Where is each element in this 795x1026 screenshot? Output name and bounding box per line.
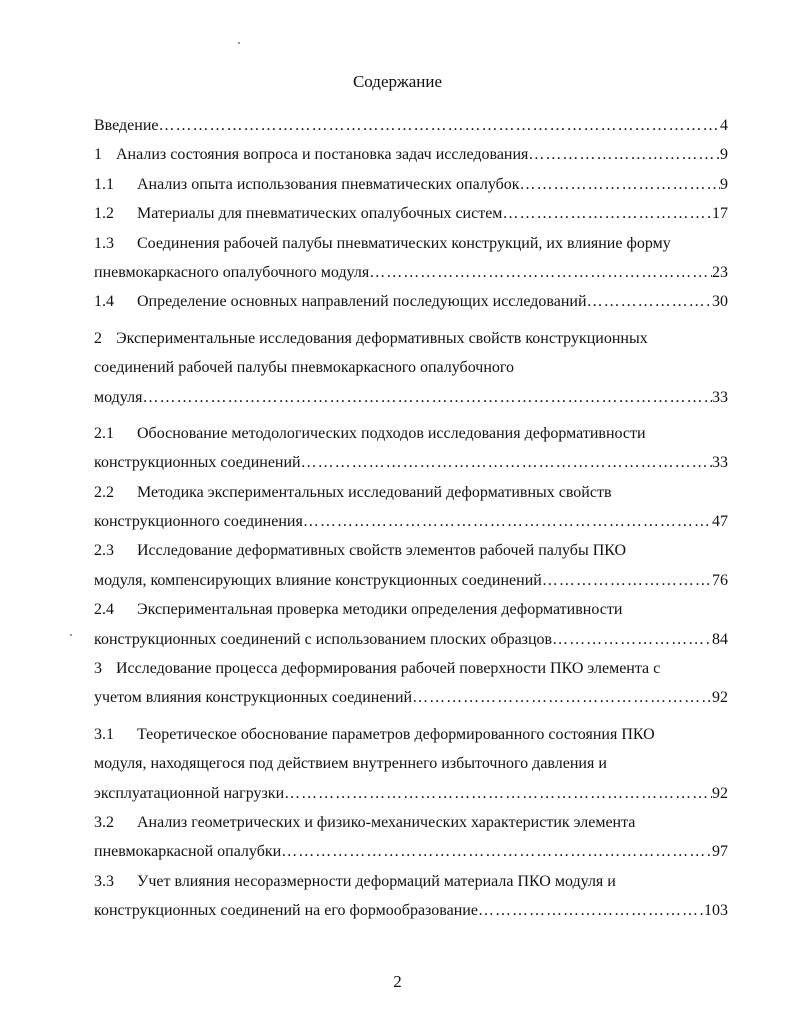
toc-page-number: 33 [712, 454, 728, 472]
toc-leader-dots [142, 383, 712, 412]
toc-entry-title: Анализ опыта использования пневматических опалубок [137, 175, 520, 193]
toc-leader-dots [159, 111, 721, 140]
toc-entry-title: Теоретическое обоснование параметров деформированного состояния ПКО [137, 725, 655, 743]
toc-page-number: 17 [712, 205, 728, 223]
toc-leader-dots [303, 507, 712, 536]
toc-line [94, 779, 728, 808]
toc-page-number: 30 [712, 293, 728, 311]
toc-section-number: 3.3 [94, 872, 114, 890]
toc-section-number: 1.2 [94, 205, 114, 223]
toc-section-number: 1.3 [94, 234, 114, 252]
toc-line [94, 383, 728, 412]
toc-leader-dots [552, 625, 712, 654]
scan-speck [238, 42, 240, 44]
toc-section-number: 2.3 [94, 542, 114, 560]
toc-line [94, 419, 728, 448]
toc-page-number: 4 [720, 117, 728, 134]
toc-leader-dots [284, 779, 712, 808]
toc-page-number: 92 [712, 784, 728, 802]
toc-entry-title: конструкционных соединений на его формообразование [94, 902, 478, 920]
toc-section-number: 2 [94, 329, 102, 347]
toc-entry-title: учетом влияния конструкционных соединений [94, 689, 413, 707]
toc-line [94, 625, 728, 654]
toc-entry-title: конструкционных соединений [94, 454, 301, 472]
toc-line [94, 654, 728, 683]
toc-line [94, 896, 728, 925]
toc-page-number: 9 [720, 175, 728, 193]
toc-entry-title: конструкционных соединений с использованием плоских образцов [94, 630, 553, 648]
toc-page-number: 23 [712, 263, 728, 281]
toc-line [94, 720, 728, 749]
toc-section-number: 1 [94, 146, 102, 164]
toc-section-number: 2.1 [94, 424, 114, 442]
toc-page-number: 92 [712, 689, 728, 707]
toc-line [94, 111, 728, 140]
toc-line [94, 140, 728, 169]
toc-page-number: 9 [720, 146, 728, 164]
toc-line [94, 170, 728, 199]
toc-entry-title: Материалы для пневматических опалубочных систем [137, 205, 503, 223]
toc-line [94, 566, 728, 595]
toc-line [94, 595, 728, 624]
toc-page-number: 103 [704, 902, 728, 920]
toc-leader-dots [281, 837, 712, 866]
toc-entry-title: Исследование деформативных свойств элементов рабочей палубы ПКО [137, 542, 627, 560]
toc-entry-title: Обоснование методологических подходов исследования деформативности [137, 424, 646, 442]
toc-entry-title: Экспериментальные исследования деформативных свойств конструкционных [116, 329, 648, 347]
toc-section-number: 3.1 [94, 725, 114, 743]
toc-entry-title: эксплуатационной нагрузки [94, 784, 285, 802]
toc-leader-dots [369, 258, 712, 287]
toc-section-number: 1.4 [94, 293, 114, 311]
toc-page-number: 97 [712, 843, 728, 861]
toc-entry-title: пневмокаркасного опалубочного модуля [94, 263, 370, 281]
table-of-contents [94, 111, 728, 926]
toc-entry-title: конструкционного соединения [94, 513, 303, 531]
toc-line [94, 199, 728, 228]
toc-page-number: 76 [712, 571, 728, 589]
toc-entry-title: модуля, находящегося под действием внутреннего избыточного давления и [94, 755, 607, 773]
toc-line [94, 808, 728, 837]
toc-leader-dots [528, 140, 720, 169]
toc-leader-dots [301, 448, 712, 477]
toc-line [94, 478, 728, 507]
toc-page-number: 33 [712, 388, 728, 406]
toc-leader-dots [478, 896, 704, 925]
toc-entry-title: пневмокаркасной опалубки [94, 843, 282, 861]
toc-section-number: 3 [94, 660, 102, 678]
toc-line [94, 867, 728, 896]
toc-section-number: 1.1 [94, 175, 114, 193]
toc-page-number: 84 [712, 630, 728, 648]
toc-entry-title: соединений рабочей палубы пневмокаркасного опалубочного [94, 359, 515, 377]
scan-speck [70, 634, 72, 636]
toc-line [94, 287, 728, 316]
toc-leader-dots [520, 170, 720, 199]
toc-entry-title: модуля [94, 388, 143, 406]
toc-line [94, 448, 728, 477]
toc-entry-title: Анализ состояния вопроса и постановка задач исследования [116, 146, 529, 164]
toc-entry-title: модуля, компенсирующих влияние конструкционных соединений [94, 571, 542, 589]
toc-line [94, 749, 728, 778]
toc-entry-title: Введение [94, 117, 159, 134]
toc-entry-title: Анализ геометрических и физико-механических характеристик элемента [137, 813, 636, 831]
toc-entry-title: Методика экспериментальных исследований деформативных свойств [137, 483, 612, 501]
page-title: Содержание [352, 72, 443, 91]
toc-leader-dots [502, 199, 712, 228]
toc-line [94, 324, 728, 353]
toc-line [94, 507, 728, 536]
toc-line [94, 258, 728, 287]
toc-section-number: 2.2 [94, 483, 114, 501]
toc-line [94, 536, 728, 565]
toc-leader-dots [542, 566, 712, 595]
toc-leader-dots [587, 287, 712, 316]
toc-page-number: 47 [712, 513, 728, 531]
toc-section-number: 2.4 [94, 601, 114, 619]
toc-entry-title: Экспериментальная проверка методики определения деформативности [137, 601, 623, 619]
page-number: 2 [393, 972, 402, 991]
toc-section-number: 3.2 [94, 813, 114, 831]
toc-leader-dots [412, 683, 712, 712]
toc-line [94, 683, 728, 712]
toc-line [94, 229, 728, 258]
toc-line [94, 353, 728, 382]
toc-entry-title: Определение основных направлений последующих исследований [137, 293, 587, 311]
toc-entry-title: Соединения рабочей палубы пневматических конструкций, их влияние форму [137, 234, 671, 252]
toc-entry-title: Учет влияния несоразмерности деформаций материала ПКО модуля и [137, 872, 616, 890]
toc-line [94, 837, 728, 866]
toc-entry-title: Исследование процесса деформирования рабочей поверхности ПКО элемента с [116, 660, 661, 678]
